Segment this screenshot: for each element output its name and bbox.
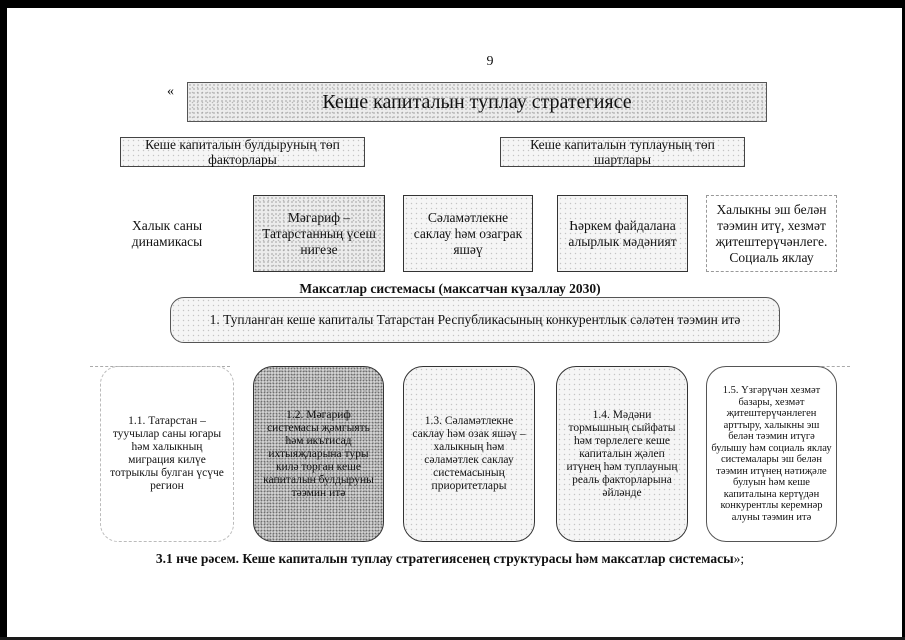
- main-goal-box: [170, 297, 780, 343]
- subgoal-text-1: 1.1. Татарстан – туучылар саны югары һәм халыкның миграция килүе тотрыклы булган үсүче регион: [110, 415, 224, 492]
- factors-header-box: [120, 137, 365, 167]
- scan-frame-top: [0, 0, 905, 8]
- subgoal-box-3: [403, 366, 535, 542]
- subgoal-box-5: [706, 366, 837, 542]
- factor-text-5: Халыкны эш белән тәэмин итү, хезмәт җитештерүчәнлеге. Социаль яклау: [715, 201, 828, 265]
- factors-header-text: Кеше капиталын булдыруның төп факторлары: [145, 137, 340, 167]
- subgoal-box-4: [556, 366, 688, 542]
- factor-box-5: [706, 195, 837, 272]
- subgoal-box-2: [253, 366, 384, 542]
- subgoal-text-3: 1.3. Сәламәтлекне саклау һәм озак яшәү – халыкның һәм сәламәтлек саклау системасының приоритетлары: [412, 415, 526, 492]
- subgoal-text-2: 1.2. Мәгариф системасы җәмгыять һәм икътисад ихтыяҗларына туры килә торган кеше капиталын булдыруны тәэмин итә: [263, 408, 374, 499]
- factor-text-3: Сәламәтлекне саклау һәм озаграк яшәү: [413, 209, 523, 257]
- factor-text-2: Мәгариф – Татарстанның үсеш нигезе: [262, 209, 376, 257]
- opening-quote: «: [167, 84, 174, 99]
- factor-box-3: [403, 195, 533, 272]
- strategy-title: Кеше капиталын туплау стратегиясе: [322, 90, 632, 113]
- subgoal-text-4: 1.4. Мәдәни тормышның сыйфаты һәм төрлелеге кеше капиталын җәлеп итүнең һәм туплауның реаль факторларына әйләнде: [566, 408, 678, 499]
- factor-text-4: Һәркем файдалана алырлык мәдәният: [568, 217, 677, 249]
- figure-caption-tail: »;: [733, 551, 745, 566]
- main-goal-text: 1. Тупланган кеше капиталы Татарстан Республикасының конкурентлык сәләтен тәэмин итә: [209, 312, 741, 327]
- subgoal-text-5: 1.5. Үзгәрүчән хезмәт базары, хезмәт җитештерүчәнлеген арттыру, халыкны эш белән тәэмин итүгә булышу һәм социаль яклау системалары эш белән тәэмин итүнең нәтиҗәле булуын һәм кеше капиталына кертүдән конкурентлы керемнәр алуны тәэмин итә: [711, 385, 832, 523]
- page-number: 9: [486, 54, 494, 69]
- factor-box-2: [253, 195, 385, 272]
- conditions-header-text: Кеше капиталын туплауның төп шартлары: [530, 137, 715, 167]
- scan-frame-left: [0, 0, 7, 640]
- strategy-title-box: [187, 82, 767, 122]
- figure-caption-text: 3.1 нче рәсем. Кеше капиталын туплау стратегиясенең структурасы һәм максатлар системасы: [155, 551, 734, 566]
- factor-text-1: Халык саны динамикасы: [131, 217, 203, 249]
- conditions-header-box: [500, 137, 745, 167]
- factor-box-4: [557, 195, 688, 272]
- factor-box-1: [100, 195, 234, 272]
- figure-caption: [100, 551, 800, 567]
- subgoal-box-1: [100, 366, 234, 542]
- goal-system-title: Максатлар системасы (максатчан күзаллау 2030): [299, 281, 601, 296]
